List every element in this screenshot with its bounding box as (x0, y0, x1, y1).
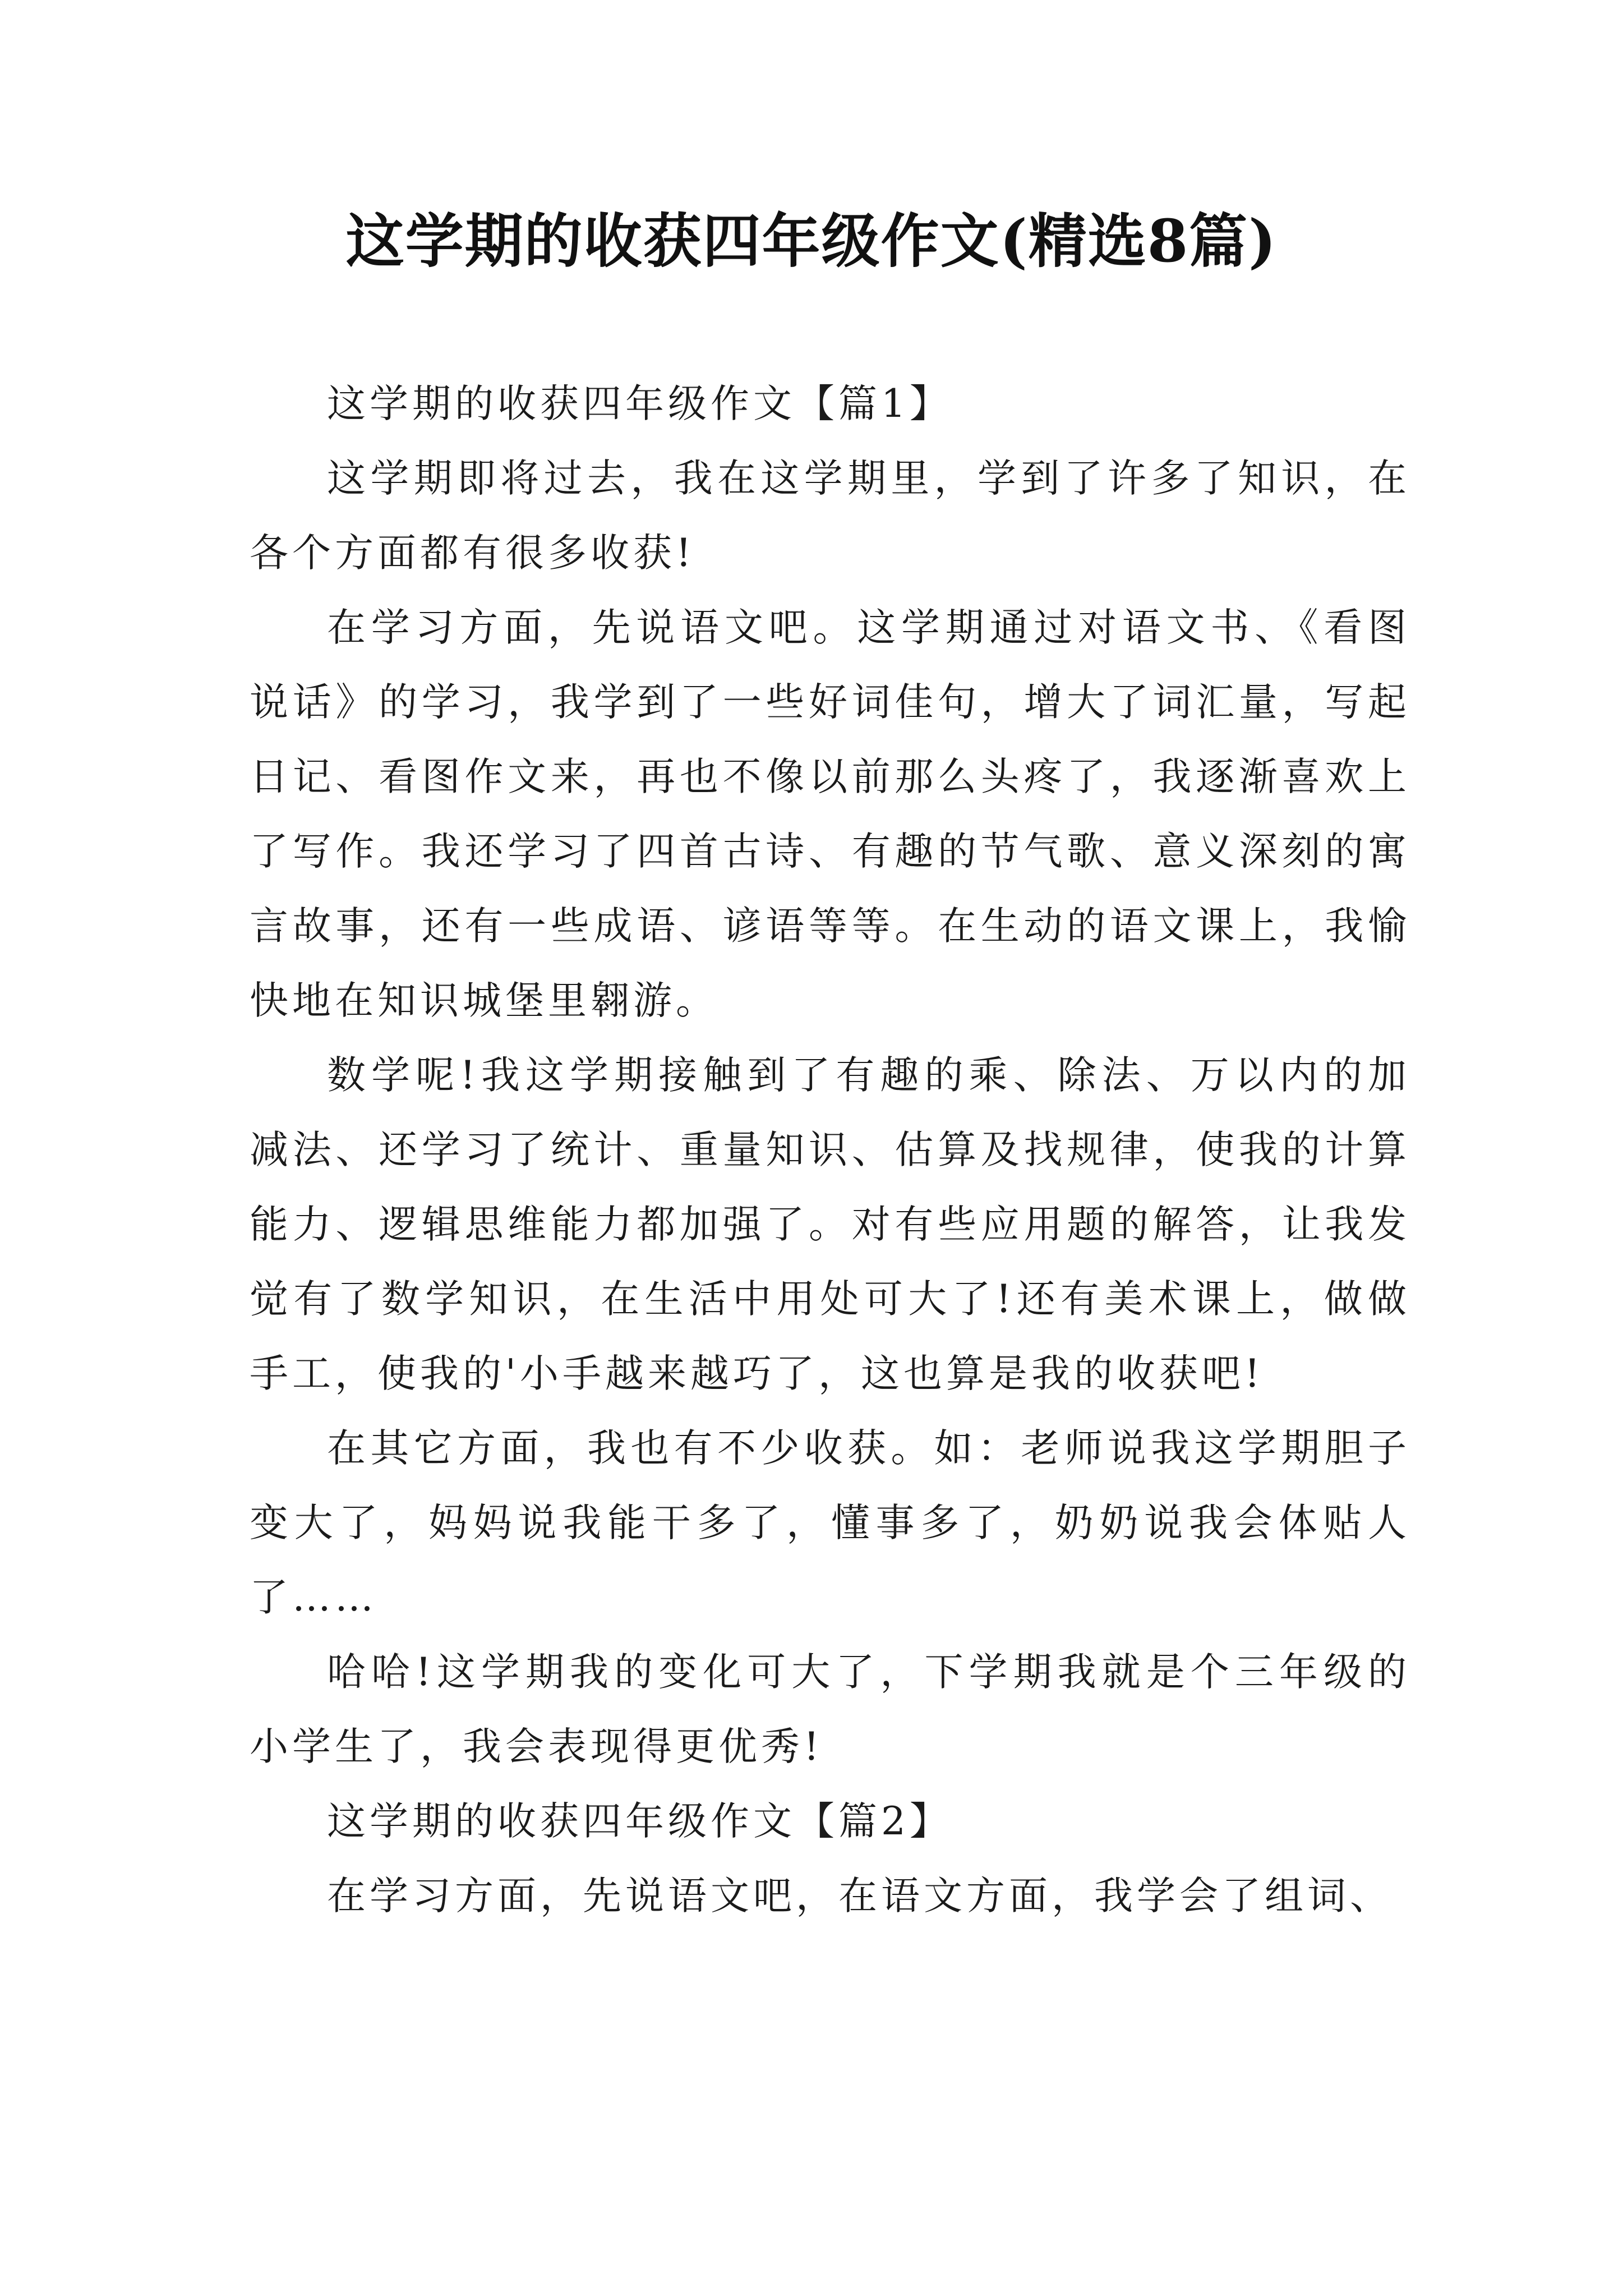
paragraph: 在其它方面，我也有不少收获。如：老师说我这学期胆子变大了，妈妈说我能干多了，懂事多了，奶奶说我会体贴人了…… (250, 1426, 1410, 1620)
paragraph: 在学习方面，先说语文吧，在语文方面，我学会了组词、 (327, 1874, 1393, 1918)
paragraph: 在学习方面，先说语文吧。这学期通过对语文书、《看图说话》的学习，我学到了一些好词佳句，增大了词汇量，写起日记、看图作文来，再也不像以前那么头疼了，我逐渐喜欢上了写作。我还学习了四首古诗、有趣的节气歌、意义深刻的寓言故事，还有一些成语、谚语等等。在生动的语文课上，我愉快地在知识城堡里翱游。 (250, 605, 1410, 1023)
paragraph: 这学期即将过去，我在这学期里，学到了许多了知识，在各个方面都有很多收获! (250, 456, 1410, 576)
document-body (250, 367, 1410, 1934)
section-heading-1: 这学期的收获四年级作文【篇1】 (327, 381, 952, 426)
section-heading-2: 这学期的收获四年级作文【篇2】 (327, 1799, 952, 1844)
document-title: 这学期的收获四年级作文(精选8篇) (345, 206, 1278, 275)
paragraph: 数学呢!我这学期接触到了有趣的乘、除法、万以内的加减法、还学习了统计、重量知识、估算及找规律，使我的计算能力、逻辑思维能力都加强了。对有些应用题的解答，让我发觉有了数学知识，在生活中用处可大了!还有美术课上，做做手工，使我的'小手越来越巧了，这也算是我的收获吧! (250, 1053, 1410, 1396)
paragraph: 哈哈!这学期我的变化可大了，下学期我就是个三年级的小学生了，我会表现得更优秀! (250, 1650, 1410, 1769)
